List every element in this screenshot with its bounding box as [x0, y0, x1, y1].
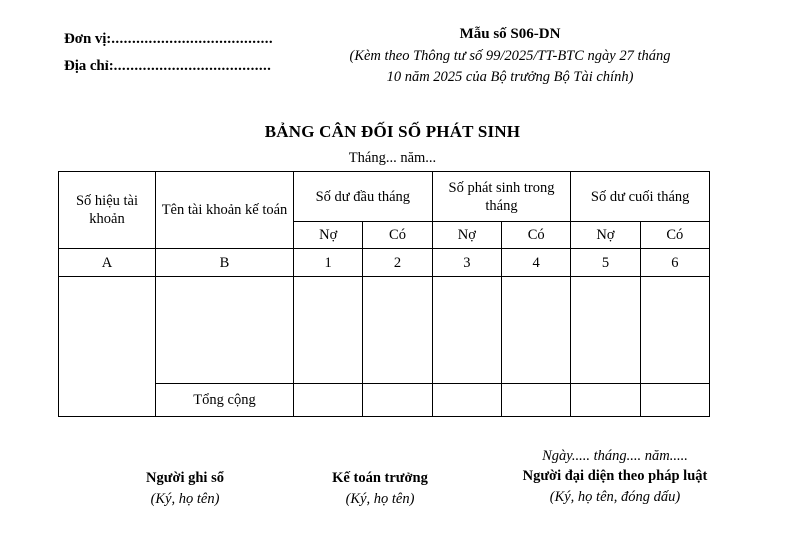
signature-role-chief-accountant: Kế toán trưởng — [332, 470, 428, 486]
cell-account-name[interactable] — [156, 277, 294, 384]
address-dotted-fill: ...................................... — [113, 58, 272, 74]
signature-note-legal-representative: (Ký, họ tên, đóng dấu) — [549, 489, 681, 505]
cell-movement-credit[interactable] — [501, 277, 570, 384]
signature-block-preparer — [80, 468, 290, 509]
cell-account-code[interactable] — [59, 277, 156, 417]
table-head — [59, 172, 710, 277]
colnum-closing-credit: 6 — [640, 249, 709, 277]
header-account-code: Số hiệu tài khoản — [59, 172, 156, 249]
cell-closing-credit[interactable] — [640, 277, 709, 384]
total-opening-credit[interactable] — [363, 383, 432, 416]
signature-note-preparer: (Ký, họ tên) — [150, 491, 220, 507]
header-period-movement: Số phát sinh trong tháng — [432, 172, 571, 222]
page-title: BẢNG CÂN ĐỐI SỐ PHÁT SINH — [264, 122, 521, 141]
signature-date-line: Ngày..... tháng.... năm..... — [542, 448, 688, 464]
colnum-movement-credit: 4 — [501, 249, 570, 277]
cell-opening-credit[interactable] — [363, 277, 432, 384]
form-reference — [310, 46, 710, 88]
table-header-group-row — [59, 172, 710, 222]
address-label: Địa chỉ: — [64, 58, 114, 74]
cell-movement-debit[interactable] — [432, 277, 501, 384]
colnum-opening-credit: 2 — [363, 249, 432, 277]
form-code: Mẫu số S06-DN — [459, 26, 561, 42]
table-body — [59, 277, 710, 417]
header-closing-balance: Số dư cuối tháng — [571, 172, 710, 222]
header-opening-balance: Số dư đầu tháng — [294, 172, 433, 222]
total-row-label: Tổng cộng — [156, 383, 294, 416]
colnum-movement-debit: 3 — [432, 249, 501, 277]
unit-label: Đơn vị: — [64, 31, 112, 47]
unit-dotted-fill: ....................................... — [111, 31, 274, 47]
report-period: Tháng... năm... — [348, 150, 437, 166]
table-row[interactable] — [59, 277, 710, 384]
balance-table-container — [58, 171, 710, 417]
signature-block-chief-accountant — [280, 468, 480, 509]
header-account-name: Tên tài khoản kế toán — [156, 172, 294, 249]
header-closing-credit: Có — [640, 222, 709, 249]
signature-block-legal-representative — [465, 446, 765, 507]
header-opening-credit: Có — [363, 222, 432, 249]
signature-role-preparer: Người ghi sổ — [146, 470, 224, 486]
trial-balance-table — [58, 171, 710, 417]
colnum-opening-debit: 1 — [294, 249, 363, 277]
header-movement-debit: Nợ — [432, 222, 501, 249]
colnum-account-code: A — [59, 249, 156, 277]
total-closing-credit[interactable] — [640, 383, 709, 416]
form-reference-line-1: (Kèm theo Thông tư số 99/2025/TT-BTC ngày 27 tháng — [349, 48, 671, 64]
total-movement-credit[interactable] — [501, 383, 570, 416]
signature-note-chief-accountant: (Ký, họ tên) — [345, 491, 415, 507]
cell-closing-debit[interactable] — [571, 277, 640, 384]
total-closing-debit[interactable] — [571, 383, 640, 416]
colnum-account-name: B — [156, 249, 294, 277]
header-opening-debit: Nợ — [294, 222, 363, 249]
form-reference-line-2: 10 năm 2025 của Bộ trưởng Bộ Tài chính) — [386, 69, 634, 85]
header-closing-debit: Nợ — [571, 222, 640, 249]
total-opening-debit[interactable] — [294, 383, 363, 416]
header-movement-credit: Có — [501, 222, 570, 249]
table-column-number-row — [59, 249, 710, 277]
total-movement-debit[interactable] — [432, 383, 501, 416]
table-total-row[interactable] — [59, 383, 710, 416]
signature-area — [0, 446, 785, 536]
cell-opening-debit[interactable] — [294, 277, 363, 384]
signature-role-legal-representative: Người đại diện theo pháp luật — [522, 468, 708, 484]
form-reference-block — [310, 24, 710, 88]
colnum-closing-debit: 5 — [571, 249, 640, 277]
